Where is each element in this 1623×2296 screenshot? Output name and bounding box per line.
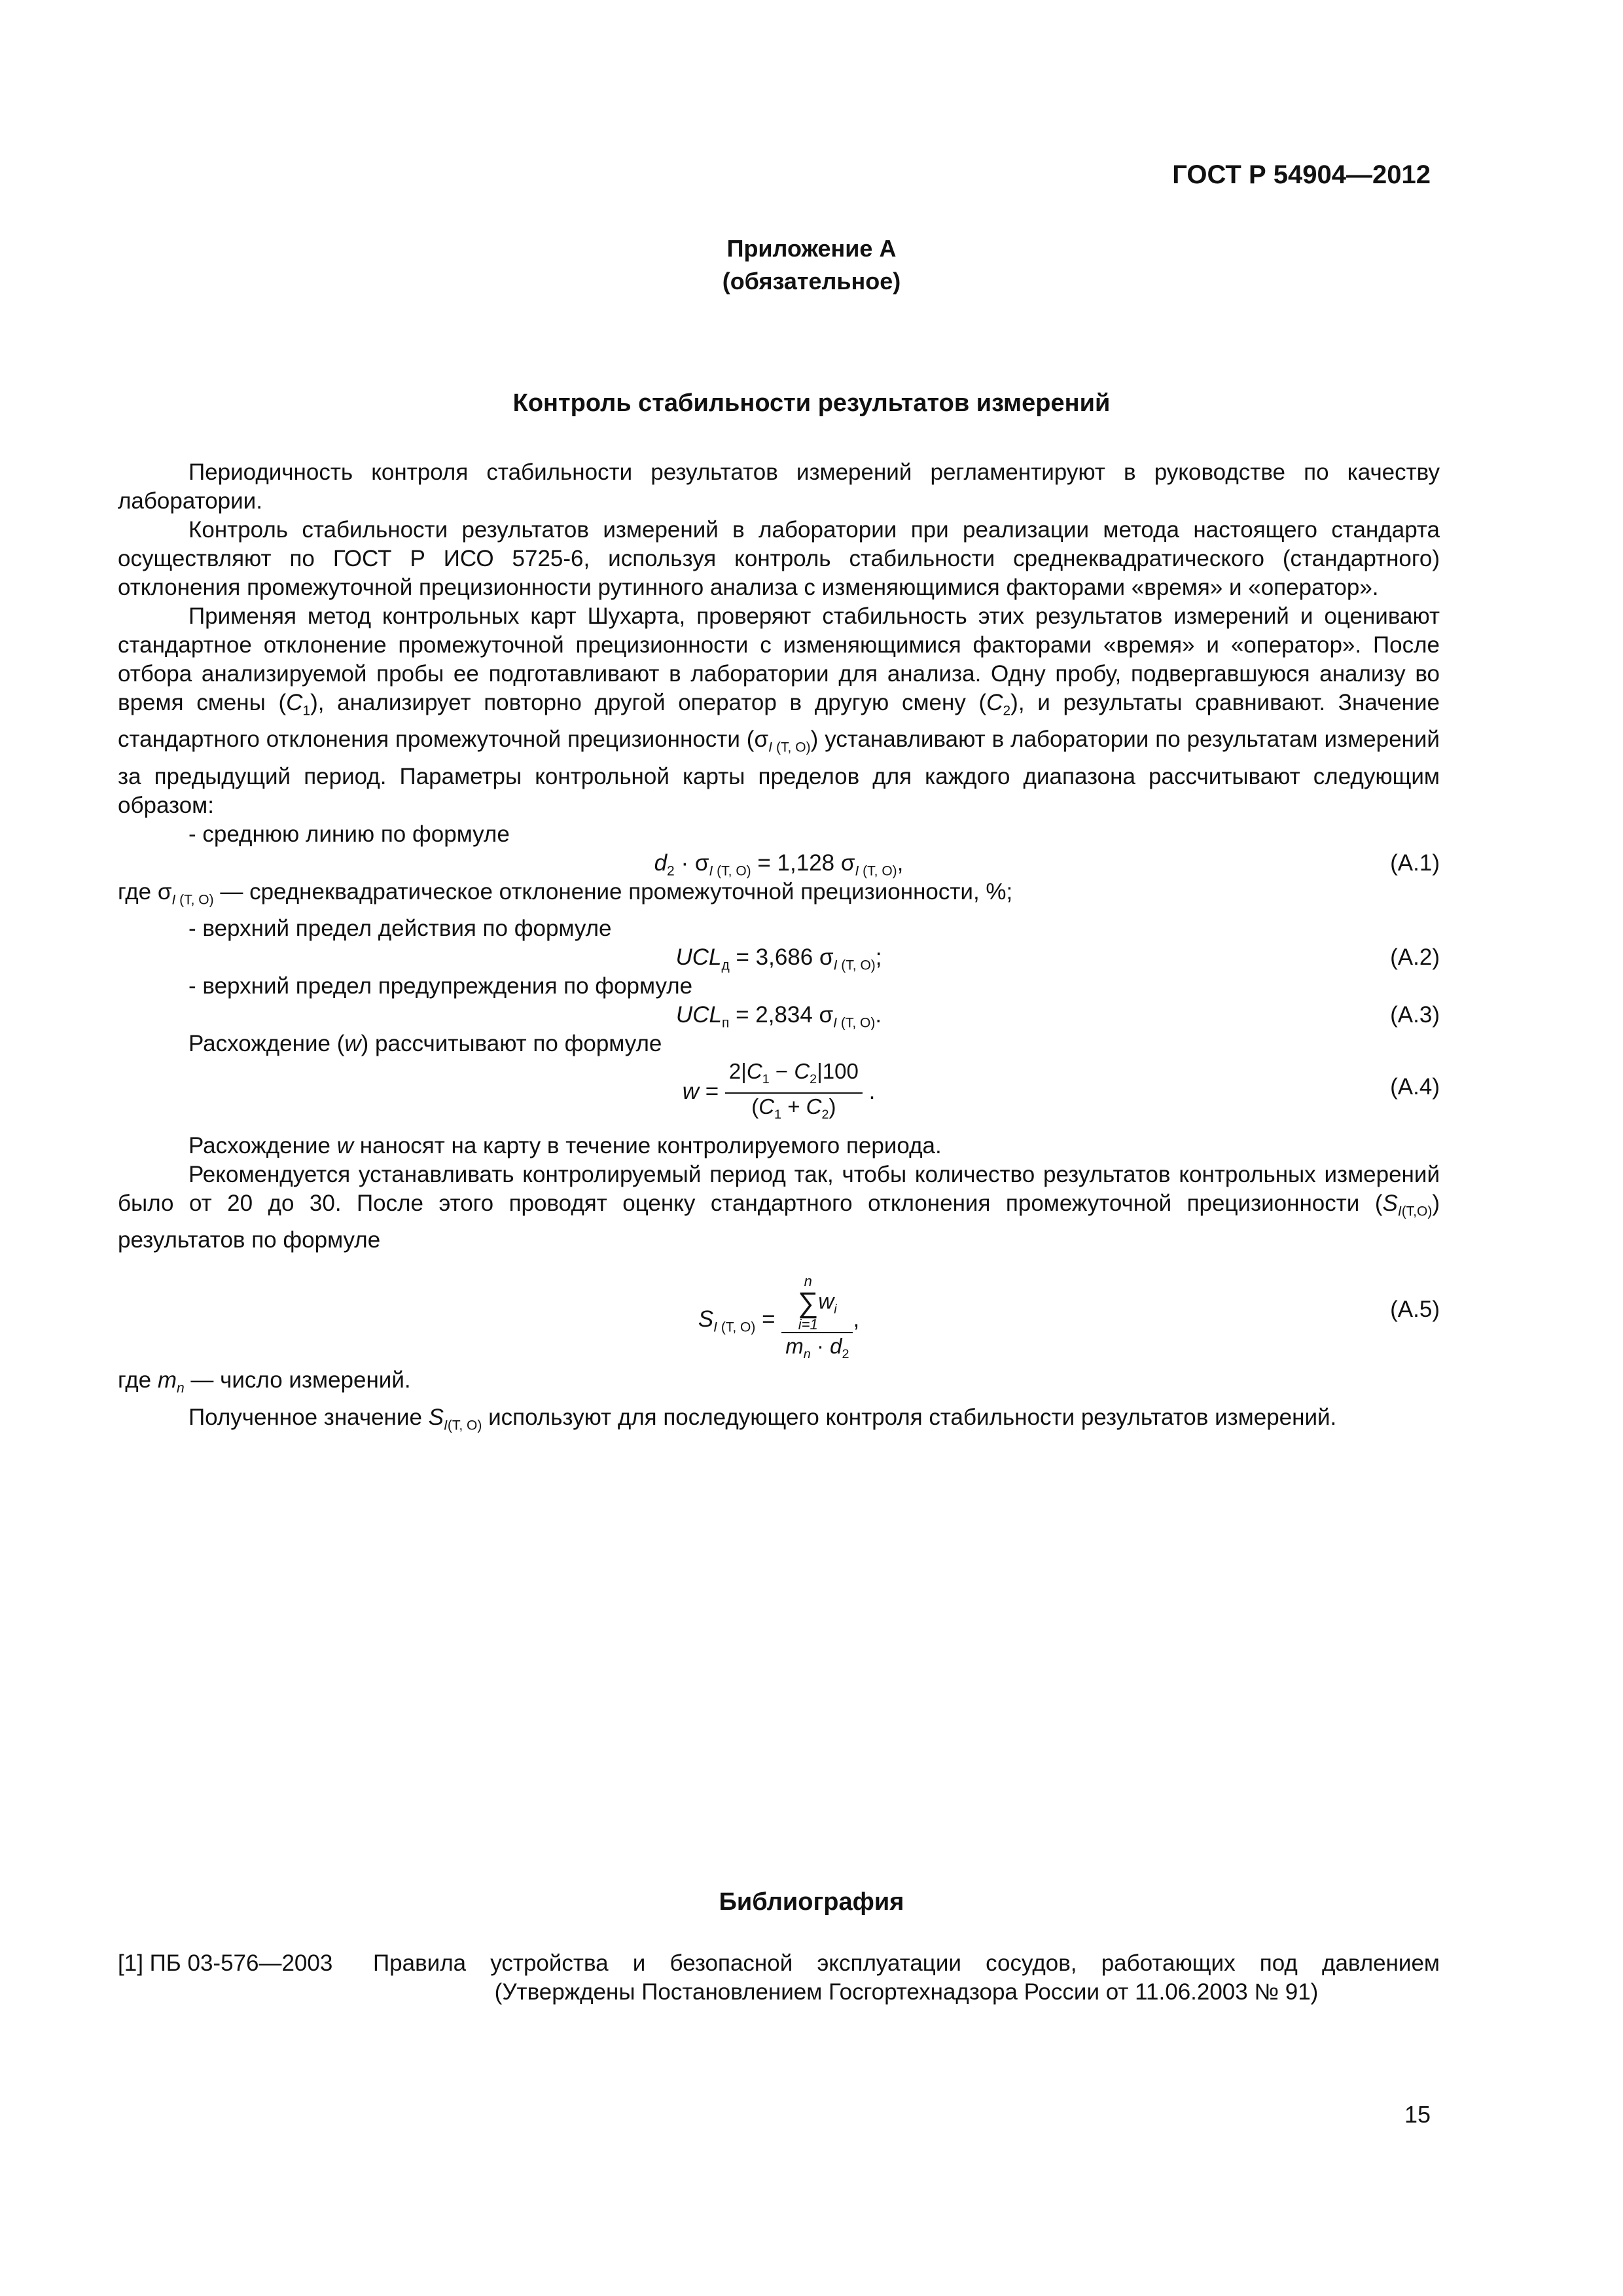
equation-number-a3: (А.3) [1390, 1002, 1440, 1028]
paragraph-final: Полученное значение $S_{I(T, O)}$ используют для последующего контроля стабильности результатов измерений. [188, 1404, 1337, 1433]
bibliography-text: Правила устройства и безопасной эксплуатации сосудов, работающих под давлением (Утверждены Постановлением Госгортехнадзора России от 11.06.2003 № 91) [373, 1950, 1440, 2005]
formula-a4-fraction [725, 1058, 863, 1128]
paragraph-control-method: Контроль стабильности результатов измерений в лаборатории при реализации метода настоящего стандарта осуществляют по ГОСТ Р ИСО 5725-6, используя контроль стабильности среднеквадратического (стандартного) отклонения промежуточной прецизионности рутинного анализа с изменяющимися факторами «время» и «оператор». [118, 517, 1440, 600]
equation-number-a5: (А.5) [1390, 1297, 1440, 1323]
formula-a4-expression: w = $\frac{2|C_1 - C_2|100}{(C_1 + C_2)}$ . [118, 1058, 1440, 1128]
document-code: ГОСТ Р 54904—2012 [1172, 160, 1431, 189]
formula-a5-numerator: n ∑ i=1 $w_i$ [781, 1274, 853, 1333]
page-number: 15 [1404, 2101, 1431, 2128]
formula-a4 [118, 1058, 1440, 1122]
summation-sign: n ∑ i=1 [798, 1273, 819, 1333]
section-title: Контроль стабильности результатов измерений [512, 389, 1111, 417]
annex-body [118, 458, 1440, 1440]
divergence-intro: Расхождение (w) рассчитывают по формуле [188, 1031, 662, 1057]
formula-a5-fraction [781, 1274, 853, 1367]
divergence-plot: Расхождение w наносят на карту в течение контролируемого периода. [188, 1133, 942, 1159]
formula-a1-expression: $d_2 \cdot \sigma_{I (T, O)} = 1,128$ $\sigma_{I (T, O)}$, [654, 850, 904, 879]
equation-number-a4: (А.4) [1390, 1074, 1440, 1100]
formula-a4-numerator: $2|C_1 - C_2|100$ [725, 1058, 863, 1094]
where-sigma: где $\sigma_{I (T, O)}$ — среднеквадратическое отклонение промежуточной прецизионности, %; [118, 878, 1013, 908]
equation-number-a1: (А.1) [1390, 850, 1440, 876]
formula-a3 [118, 1001, 1440, 1030]
annex-title: Приложение А [726, 235, 897, 262]
paragraph-periodicity: Периодичность контроля стабильности результатов измерений регламентируют в руководстве по качеству лаборатории. [118, 459, 1440, 514]
equation-number-a2: (А.2) [1390, 944, 1440, 971]
paragraph-shewhart: Применяя метод контрольных карт Шухарта, проверяют стабильность этих результатов измерений и оценивают стандартное отклонение промежуточной прецизионности с изменяющимися факторами «время» и «оператор». После отбора анализируемой пробы ее подготавливают в лаборатории для анализа. Одну пробу, подвергавшуюся анализу во время смены $(C_1)$, анализирует повторно другой оператор в другую смену $(C_2)$, и результаты сравнивают. Значение стандартного отклонения промежуточной прецизионности $(\sigma_{I (T, O)})$ устанавливают в лаборатории по результатам измерений за предыдущий период. Параметры контрольной карты пределов для каждого диапазона рассчитывают следующим образом: [118, 603, 1440, 818]
bibliography-list [118, 1949, 1440, 2007]
formula-a5-denominator: $m_n \cdot d_2$ [785, 1334, 849, 1362]
formula-a5 [118, 1255, 1440, 1366]
item-upper-action-limit: - верхний предел действия по формуле [188, 916, 612, 942]
bibliography-title: Библиография [719, 1888, 904, 1916]
item-upper-warning-limit: - верхний предел предупреждения по формуле [188, 973, 693, 999]
annex-status: (обязательное) [722, 268, 901, 295]
annex-heading [0, 232, 1623, 298]
bibliography-ref: [1] ПБ 03-576—2003 [118, 1950, 333, 1976]
formula-a5-expression: $S_{I (T, O)}$ = n ∑ i=1 $w_i$ $m_n \cdot d_2$ , [118, 1274, 1440, 1367]
formula-a3-expression: $UCL_п = 2,834$ $\sigma_{I (T, O)}$. [675, 1002, 882, 1031]
formula-a1 [118, 849, 1440, 878]
formula-a4-denominator: $(C_1 + C_2)$ [751, 1094, 836, 1122]
item-center-line: - среднюю линию по формуле [188, 821, 510, 847]
bibliography-entry [118, 1949, 1440, 2007]
formula-a2-expression: $UCL_д = 3,686$ $\sigma_{I (T, O)}$; [675, 944, 882, 973]
paragraph-controlled-period: Рекомендуется устанавливать контролируемый период так, чтобы количество результатов контрольных измерений было от 20 до 30. После этого проводят оценку стандартного отклонения промежуточной прецизионности $(S_{I(T,O)})$ результатов по формуле [118, 1162, 1440, 1253]
formula-a2 [118, 943, 1440, 972]
where-mn: где $m_n$ — число измерений. [118, 1367, 411, 1396]
